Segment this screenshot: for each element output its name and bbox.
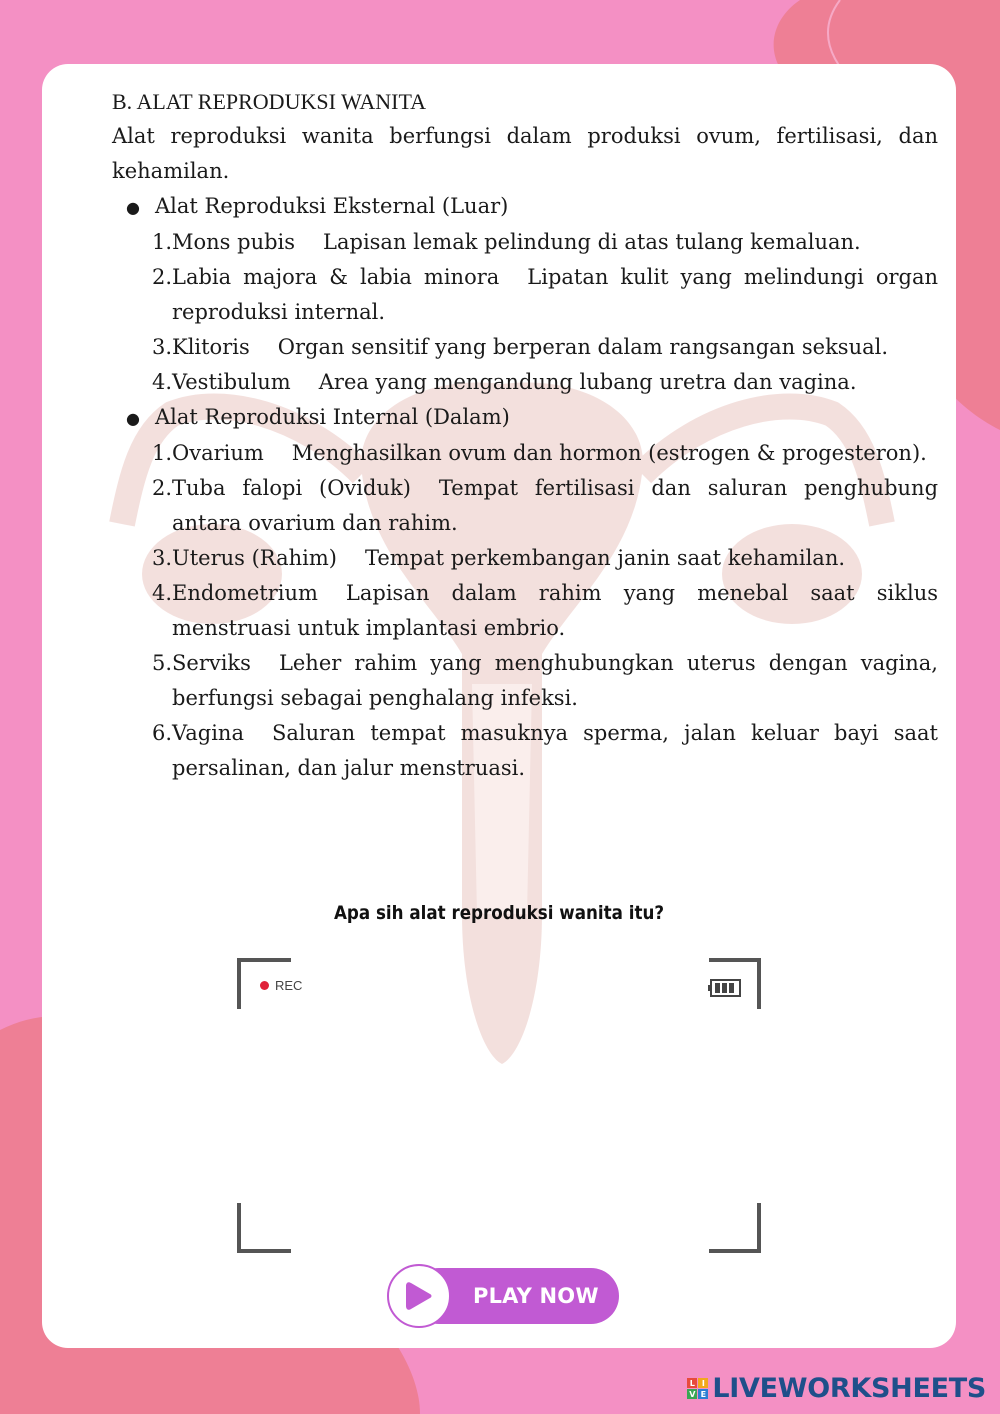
worksheet-content [112, 84, 938, 786]
intro-text: Alat reproduksi wanita berfungsi dalam produksi ovum, fertilisasi, dan kehamilan. [112, 124, 938, 183]
item-desc: Saluran tempat masuknya sperma, jalan keluar bayi saat persalinan, dan jalur menstruasi. [172, 721, 938, 780]
item-term: Klitoris [172, 335, 250, 359]
list-item [150, 225, 938, 260]
item-number: 4. [151, 370, 172, 394]
list-item [150, 646, 938, 716]
item-term: Ovarium [172, 441, 264, 465]
section-title: Alat Reproduksi Internal (Dalam) [155, 405, 510, 429]
item-body [172, 646, 938, 716]
video-viewfinder-frame [237, 957, 763, 1255]
list-item [150, 436, 938, 471]
logo-letter: I [698, 1378, 708, 1388]
play-icon-circle [387, 1264, 451, 1328]
eksternal-list [112, 225, 938, 400]
item-term: Vestibulum [172, 370, 291, 394]
record-dot-icon [260, 981, 269, 990]
list-item [150, 716, 938, 786]
list-item [150, 330, 938, 365]
section-title: Alat Reproduksi Eksternal (Luar) [155, 194, 509, 218]
item-desc: Organ sensitif yang berperan dalam rangsangan seksual. [277, 335, 889, 359]
play-icon [404, 1280, 434, 1312]
item-desc: Area yang mengandung lubang uretra dan vagina. [318, 370, 857, 394]
rec-label: REC [275, 978, 303, 993]
list-item [150, 260, 938, 330]
item-body [172, 576, 938, 646]
item-desc: Lapisan dalam rahim yang menebal saat siklus menstruasi untuk implantasi embrio. [172, 581, 938, 640]
item-body [172, 330, 938, 365]
item-body [172, 471, 938, 541]
item-number: 2. [151, 265, 172, 289]
item-body [172, 541, 938, 576]
section-internal [126, 400, 938, 436]
bullet-icon: ● [126, 198, 140, 217]
play-button-label: PLAY NOW [473, 1284, 599, 1308]
logo-letter: E [698, 1389, 708, 1399]
item-term: Uterus (Rahim) [172, 546, 337, 570]
item-body [172, 716, 938, 786]
list-item [150, 576, 938, 646]
list-item [150, 365, 938, 400]
item-number: 3. [151, 335, 172, 359]
item-desc: Tempat fertilisasi dan saluran penghubung antara ovarium dan rahim. [172, 476, 939, 535]
item-term: Vagina [172, 721, 244, 745]
item-number: 4. [151, 581, 172, 605]
liveworksheets-logo [687, 1373, 986, 1404]
section-eksternal [126, 189, 938, 225]
item-body [172, 365, 938, 400]
video-question: Apa sih alat reproduksi wanita itu? [333, 902, 665, 924]
item-body [172, 260, 938, 330]
item-body [172, 436, 938, 471]
worksheet-card [42, 64, 956, 1348]
item-term: Labia majora & labia minora [172, 265, 500, 289]
play-now-button[interactable] [387, 1268, 619, 1324]
item-term: Tuba falopi (Oviduk) [172, 476, 411, 500]
item-number: 1. [151, 230, 172, 254]
item-desc: Lapisan lemak pelindung di atas tulang kemaluan. [323, 230, 861, 254]
item-desc: Lipatan kulit yang melindungi organ reproduksi internal. [172, 265, 938, 324]
internal-list [112, 436, 938, 786]
logo-letter: L [687, 1378, 697, 1388]
section-heading: B. ALAT REPRODUKSI WANITA [112, 89, 427, 114]
logo-letter: V [689, 1389, 696, 1399]
list-item [150, 541, 938, 576]
list-item [150, 471, 938, 541]
item-number: 1. [151, 441, 172, 465]
item-number: 3. [151, 546, 172, 570]
item-term: Mons pubis [172, 230, 296, 254]
item-term: Endometrium [172, 581, 318, 605]
item-number: 6. [151, 721, 172, 745]
brand-logo-icon [687, 1378, 708, 1399]
battery-icon [708, 979, 742, 997]
item-desc: Tempat perkembangan janin saat kehamilan. [364, 546, 846, 570]
item-body [172, 225, 938, 260]
item-number: 2. [151, 476, 172, 500]
item-desc: Menghasilkan ovum dan hormon (estrogen & progesteron). [291, 441, 927, 465]
brand-name: LIVEWORKSHEETS [712, 1373, 986, 1404]
item-desc: Leher rahim yang menghubungkan uterus dengan vagina, berfungsi sebagai penghalang infeksi. [172, 651, 938, 710]
item-term: Serviks [172, 651, 251, 675]
bullet-icon: ● [126, 409, 140, 428]
rec-indicator [260, 978, 302, 993]
item-number: 5. [151, 651, 172, 675]
